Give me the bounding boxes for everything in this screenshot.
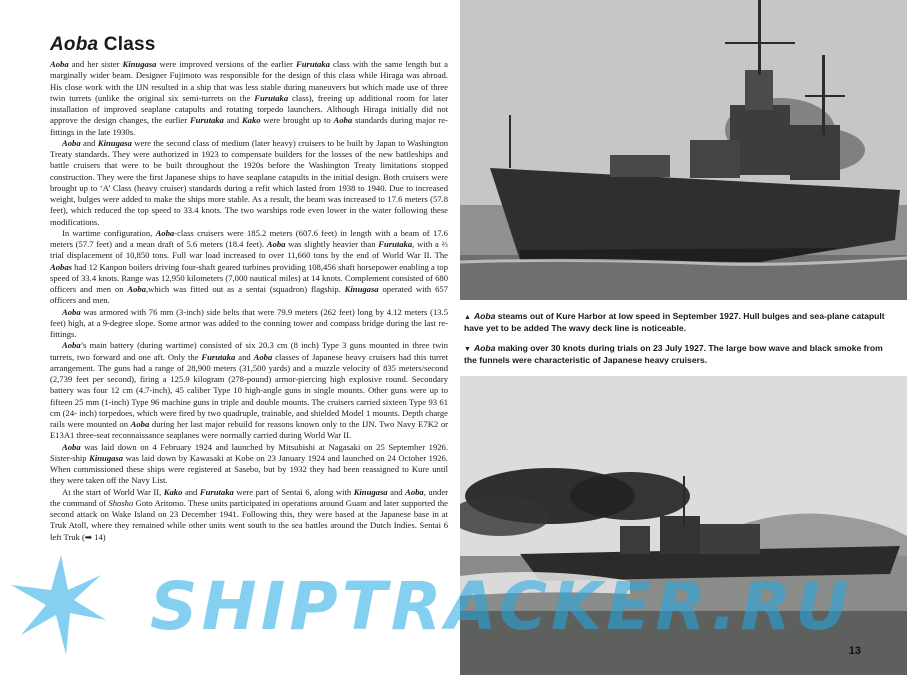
- ship-name: Aoba: [62, 340, 81, 351]
- ship-name: Furutaka: [201, 351, 236, 362]
- ship-name: Kinugasa: [353, 486, 388, 497]
- title-class-word: Class: [98, 34, 156, 55]
- text-run: , with a ⅔ trial displacement of 10,850 tons. Full war load increased to over 11,660 tons by the end of World War II. The: [50, 239, 448, 261]
- text-run: class), freeing up additional room for later installation of improved seaplane catapults and rotating torpedo launchers. Although Hiraga initially did not approve the design changes, the earlier: [50, 92, 448, 126]
- caption-bottom-photo: [464, 343, 898, 366]
- ship-name: Furutaka: [254, 92, 289, 103]
- caption-ship-name: Aoba: [473, 311, 496, 321]
- ship-name: Aoba: [333, 115, 353, 126]
- ship-name: Kinugasa: [97, 137, 132, 148]
- text-run: were brought up to: [260, 115, 334, 126]
- text-run: during her last major rebuild for reasons known only to the IJN. Two Navy E7K2 or E13A1 three-seat reconnaissance seaplanes were normally carried during World War II.: [50, 419, 448, 441]
- text-run: classes of Japanese heavy cruisers had this turret arrangement. The guns had a range of 28,900 meters (31,500 yards) and a muzzle velocity of 835 meters/second (2,739 feet per second), firing a 125.9 kilogram (278-pound) armor-piercing high explosive round. Secondary battery was four 12 cm (4.7-inch), 45 caliber Type 10 high-angle guns in single mounts. Other guns were up to fifteen 25 mm (1-inch) Type 96 machine guns in triple and double mounts. The cruisers carried sixteen Type 93 61 cm (24- inch) torpedoes, which were fired by two quadruple, trainable, and shielded Model 1 mounts. Depth charge rails were mounted on: [50, 351, 448, 429]
- ship-name: Furutaka: [189, 115, 224, 126]
- caption-top-photo: [464, 311, 898, 334]
- text-run: operated with 657 officers and men.: [50, 284, 448, 306]
- ship-name: Kinugasa: [122, 59, 157, 69]
- ship-name: Furutaka: [199, 486, 234, 497]
- text-run: was armored with 76 mm (3-inch) side belts that were 79.9 meters (262 feet) long by 4.12 meters (13.5 feet) high, at a 9-degree slope. Some armor was added to the conning tower and compass bridge during the last re-fittings.: [50, 306, 448, 339]
- article-paragraph: [50, 228, 448, 307]
- text-run: were the second class of medium (later heavy) cruisers to be built by Japan to Washington Treaty standards. They were authorized in 1923 to compensate builders for the losses of the new battleships and battle cruisers that were to be built throughout the 1920s before the Washington Treaty limitations stopped construction. They were the first Japanese ships to have seaplane catapults in the initial design. Both cruisers were brought up to ‘A’ Class (heavy cruiser) standards during a refit which lasted from 1938 to 1940. Due to increased weight, bulges were added to make the ships more stable. As a result, the beam was increased to 17.6 meters (57.8 feet), which reduced the top speed to 33.4 knots. The two warships rode even lower in the water following these modifications.: [50, 137, 448, 227]
- text-run: and: [223, 115, 242, 126]
- text-run: was laid down by Kawasaki at Kobe on 23 January 1924 and launched on 24 October 1926. When commissioned these ships were registered at Sasebo, but by 1932 they had been reassigned to Kure until they were taken off the Navy List.: [50, 452, 448, 486]
- article-paragraph: [50, 138, 448, 228]
- page-title: [50, 34, 448, 56]
- text-run: and: [235, 351, 254, 362]
- title-ship-name: Aoba: [50, 34, 99, 55]
- photo-captions: [464, 311, 898, 375]
- text-run: class with the same length but a marginally wider beam. Designer Fujimoto was responsible for the design of this class while Hiraga was abroad. His close work with the IJN resulted in a ship that was less stable during maneuvers but which made use of three twin turrets (unlike the original six semi-turrets on the: [50, 59, 448, 103]
- triangle-up-icon: ▲: [464, 314, 471, 321]
- article-paragraph: [50, 340, 448, 441]
- ship-name: Kinugasa: [89, 452, 124, 463]
- watermark-logo-icon: [6, 545, 116, 665]
- ship-name: Furutaka: [378, 239, 413, 249]
- ship-name: Aoba: [62, 137, 81, 148]
- article-paragraph: [50, 442, 448, 487]
- ship-name: Aoba: [155, 227, 175, 238]
- text-run: and: [387, 486, 406, 497]
- text-run: were improved versions of the earlier: [156, 59, 296, 69]
- article-paragraph: [50, 59, 448, 138]
- text-run: ’s main battery (during wartime) consisted of six 20.3 cm (8 inch) Type 3 guns mounted in three twin turrets, two forward and one aft. Only the: [50, 340, 448, 362]
- article-paragraph: [50, 487, 448, 543]
- ship-name: Aoba: [127, 284, 147, 294]
- page-number: 13: [848, 645, 861, 657]
- text-run: and: [182, 486, 200, 497]
- ship-name: Aoba: [62, 441, 81, 452]
- text-run: -class cruisers were 185.2 meters (607.6 feet) in length with a beam of 17.6 meters (57.7 feet) and a mean draft of 5.6 meters (18.4 feet).: [50, 227, 448, 249]
- ship-name: Aoba: [62, 306, 81, 317]
- text-run: and: [80, 137, 98, 148]
- ship-name: Aoba: [266, 239, 286, 249]
- caption-text: steams out of Kure Harbor at low speed in September 1927. Hull bulges and sea-plane catapult have yet to be added The wavy deck line is noticeable.: [464, 311, 885, 333]
- ship-name: Aoba: [405, 486, 424, 497]
- article-paragraph: [50, 307, 448, 341]
- ship-name: Kako: [241, 115, 261, 126]
- text-run: was slightly heavier than: [285, 239, 379, 249]
- text-run: were part of Sentai 6, along with: [233, 486, 354, 497]
- article-body: [50, 59, 448, 543]
- text-run: Goto Aritomo. These units participated in operations around Guam and later supported the second attack on Wake Island on 23 December 1941. Following this, they were based at the Japanese base in at Truk Atoll, where they remained while other units went south to the sea battles around the Dutch Indies. Sentai 6 left Truk: [50, 497, 448, 542]
- ship-name: Furutaka: [295, 59, 330, 69]
- ship-photo-1: [460, 0, 907, 300]
- ship-name: Aoba: [50, 59, 69, 69]
- watermark-text: SHIPTRACKER.RU: [150, 568, 853, 645]
- photo-aoba-kure-harbor: [460, 0, 907, 300]
- text-run: and her sister: [68, 59, 123, 69]
- text-run: (➡ 14): [82, 531, 106, 542]
- text-run: In wartime configuration,: [62, 227, 156, 238]
- ship-name: Aoba: [130, 419, 150, 429]
- ship-name: Kako: [163, 486, 183, 497]
- text-run: ,which was fitted out as a sentai (squadron) flagship.: [146, 284, 345, 294]
- caption-ship-name: Aoba: [473, 343, 496, 353]
- text-run: had 12 Kanpon boilers driving four-shaft geared turbines providing 108,456 shaft horsepower enabling a top speed of 33.4 knots. Range was 12,950 kilometers (7,000 nautical miles) at 14 knots. Complement consisted of 680 officers and men on: [50, 261, 448, 294]
- ship-name: Aoba: [253, 351, 273, 362]
- text-run: At the start of World War II,: [62, 486, 164, 497]
- triangle-down-icon: ▼: [464, 346, 471, 353]
- ship-name: Aobas: [50, 261, 72, 272]
- ship-name: Shosho: [108, 497, 134, 508]
- text-run: , under the command of: [50, 486, 448, 508]
- ship-name: Kinugasa: [344, 284, 379, 294]
- text-run: standards during major re-fittings in the late 1930s.: [50, 115, 448, 137]
- caption-text: making over 30 knots during trials on 23 July 1927. The large bow wave and black smoke from the funnels were characteristic of Japanese heavy cruisers.: [464, 343, 883, 365]
- text-run: was laid down on 4 February 1924 and launched by Mitsubishi at Nagasaki on 25 September 1926. Sister-ship: [50, 441, 448, 463]
